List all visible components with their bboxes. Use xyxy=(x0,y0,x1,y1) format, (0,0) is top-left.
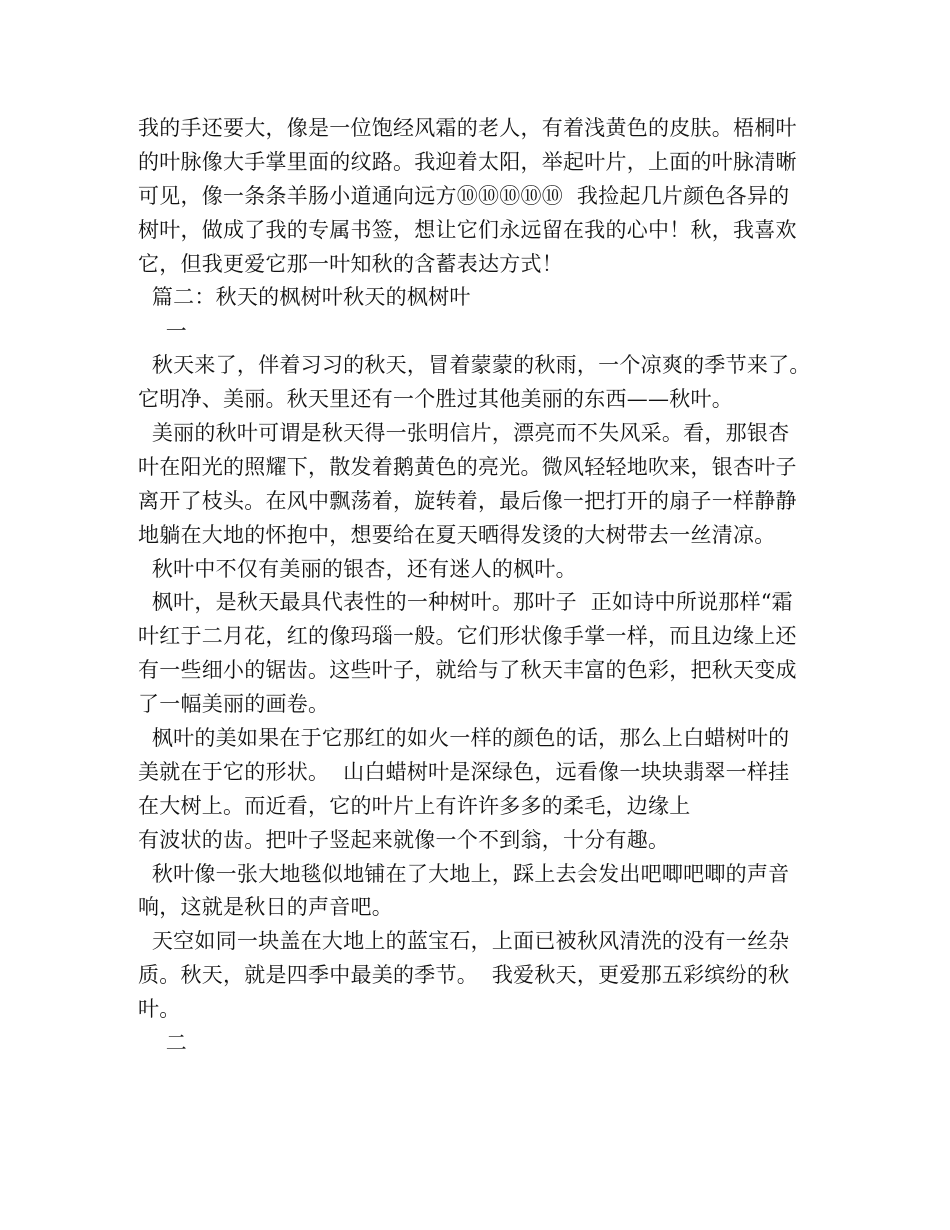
text-line: 我的手还要大，像是一位饱经风霜的老人，有着浅黄色的皮肤。梧桐叶 xyxy=(138,116,797,140)
text-line: 它，但我更爱它那一叶知秋的含蓄表达方式！ xyxy=(138,251,563,276)
text-line: 了一幅美丽的画卷。 xyxy=(138,692,330,717)
text-line: 响，这就是秋日的声音吧。 xyxy=(138,895,393,920)
text-line: 有一些细小的锯齿。这些叶子，就给与了秋天丰富的色彩，把秋天变成 xyxy=(138,658,797,683)
text-line: 枫叶，是秋天最具代表性的一种树叶。那叶子 正如诗中所说那样“霜 xyxy=(138,590,793,615)
text-line: 秋天来了，伴着习习的秋天，冒着蒙蒙的秋雨，一个凉爽的季节来了。 xyxy=(138,353,811,378)
text-line: 树叶，做成了我的专属书签，想让它们永远留在我的心中！秋，我喜欢 xyxy=(138,217,797,242)
section-number: 一 xyxy=(138,319,187,344)
section-number: 二 xyxy=(138,1031,187,1056)
text-line: 地躺在大地的怀抱中，想要给在夏天晒得发烫的大树带去一丝清凉。 xyxy=(138,522,776,547)
text-line: 离开了枝头。在风中飘荡着，旋转着，最后像一把打开的扇子一样静静 xyxy=(138,488,797,513)
text-line: 的叶脉像大手掌里面的纹路。我迎着太阳，举起叶片，上面的叶脉清晰 xyxy=(138,149,797,174)
text-line: 它明净、美丽。秋天里还有一个胜过其他美丽的东西——秋叶。 xyxy=(138,387,733,412)
text-line: 秋叶中不仅有美丽的银杏，还有迷人的枫叶。 xyxy=(138,556,577,581)
text-line: 叶在阳光的照耀下，散发着鹅黄色的亮光。微风轻轻地吹来，银杏叶子 xyxy=(138,454,797,479)
text-line: 秋叶像一张大地毯似地铺在了大地上，踩上去会发出吧唧吧唧的声音 xyxy=(138,861,790,886)
section-heading: 篇二：秋天的枫树叶秋天的枫树叶 xyxy=(138,285,471,310)
text-line: 可见，像一条条羊肠小道通向远方⑩⑩⑩⑩⑩ 我捡起几片颜色各异的 xyxy=(138,183,790,208)
text-line: 天空如同一块盖在大地上的蓝宝石，上面已被秋风清洗的没有一丝杂 xyxy=(138,929,790,954)
text-line: 叶。 xyxy=(138,997,181,1022)
text-line: 在大树上。而近看，它的叶片上有许许多多的柔毛，边缘上 xyxy=(138,793,691,818)
text-line: 叶红于二月花，红的像玛瑙一般。它们形状像手掌一样，而且边缘上还 xyxy=(138,624,797,649)
text-line: 枫叶的美如果在于它那红的如火一样的颜色的话，那么上白蜡树叶的 xyxy=(138,726,790,751)
text-line: 质。秋天，就是四季中最美的季节。 我爱秋天，更爱那五彩缤纷的秋 xyxy=(138,963,790,988)
text-line: 美就在于它的形状。 山白蜡树叶是深绿色，远看像一块块翡翠一样挂 xyxy=(138,759,790,784)
text-line: 美丽的秋叶可谓是秋天得一张明信片，漂亮而不失风采。看，那银杏 xyxy=(138,421,790,446)
text-line: 有波状的齿。把叶子竖起来就像一个不到翁，十分有趣。 xyxy=(138,827,670,852)
document-body xyxy=(138,112,838,1061)
